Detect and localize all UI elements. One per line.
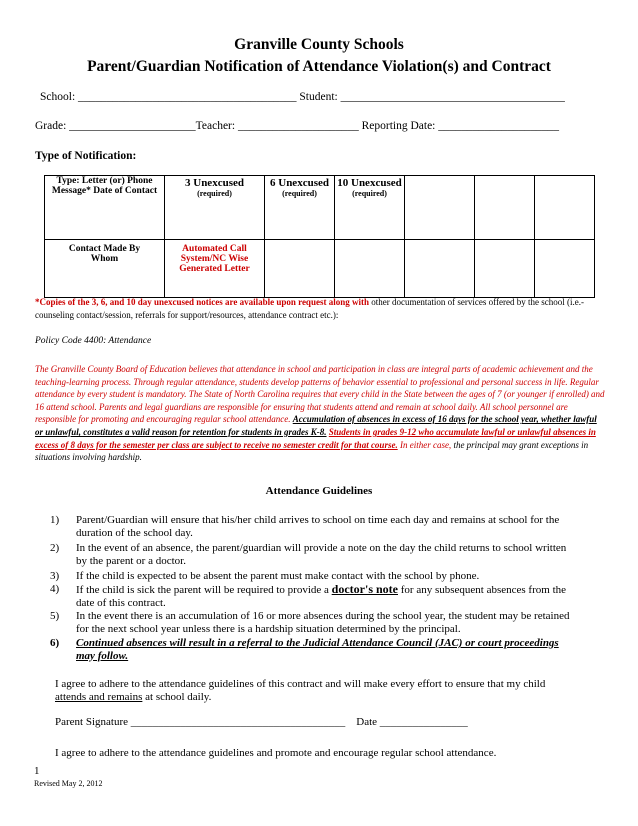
empty-cell[interactable] — [265, 240, 335, 298]
empty-cell[interactable] — [405, 240, 475, 298]
empty-cell[interactable] — [535, 240, 595, 298]
unexcused-3-title: 3 Unexcused — [185, 177, 244, 189]
guideline-number: 5) — [50, 610, 60, 622]
board-policy-text — [35, 363, 605, 464]
guideline-text-cont: may follow. — [76, 649, 129, 662]
board-statement: The Granville County Board of Education believes that attendance in school and participation in class are integral parts of academic achievement and the teaching-learning process. Through regular attendance, students develop patterns of behavior essential to professional and personal success in life. Regular attendance by every student is mandatory. The State of North Carolina requires that every child in the State between the ages of 7 (or younger if enrolled) and 16 attend school. Parents and legal guardians are responsible for ensuring that students attend and remain at school daily. All school personnel are responsible for promoting and encouraging regular school attendance. — [35, 364, 605, 425]
date-label: Date — [356, 716, 378, 728]
reporting-date-field[interactable]: _____________________ — [438, 120, 559, 132]
org-title: Granville County Schools — [234, 36, 404, 53]
grade-teacher-line — [35, 120, 608, 132]
reporting-date-label: Reporting Date: — [361, 120, 436, 132]
guideline-text-cont: date of this contract. — [76, 596, 166, 609]
guideline-text-cont: for the next school year unless there is a hardship situation determined by the principal. — [76, 622, 461, 635]
guideline-text: In the event there is an accumulation of 16 or more absences during the school year, the student may be retained — [76, 610, 570, 622]
guideline-item — [50, 514, 590, 540]
teacher-label: Teacher: — [195, 120, 236, 132]
required-note: (required) — [282, 189, 317, 198]
parent-signature-field[interactable]: _______________________________________ — [130, 716, 346, 728]
unexcused-3-cell[interactable] — [165, 176, 265, 240]
either-case: In either case, — [399, 439, 452, 450]
unexcused-6-cell[interactable] — [265, 176, 335, 240]
type-row-label: Type: Letter (or) Phone Message* Date of Contact — [45, 176, 165, 240]
guideline-text: Parent/Guardian will ensure that his/her child arrives to school on time each day and remains at school for the — [76, 514, 560, 526]
guideline-item — [50, 542, 590, 568]
date-field[interactable]: ________________ — [379, 716, 468, 728]
empty-cell[interactable] — [405, 176, 475, 240]
guideline-number: 2) — [50, 542, 60, 554]
guideline-item — [50, 637, 590, 663]
guidelines-heading: Attendance Guidelines — [265, 485, 373, 497]
unexcused-10-title: 10 Unexcused — [337, 177, 402, 189]
notification-heading: Type of Notification: — [35, 150, 137, 162]
attends-remains: attends and remains — [55, 691, 143, 703]
empty-cell[interactable] — [475, 176, 535, 240]
revision-date: Revised May 2, 2012 — [34, 779, 103, 788]
guideline-text: Continued absences will result in a referral to the Judicial Attendance Council (JAC) or court proceedings — [76, 637, 559, 649]
contact-row-label: Contact Made By Whom — [45, 240, 165, 298]
copies-note-detail: other documentation of services offered by the school (i.e.-counseling contact/session, referrals for support/resources, attendance contract etc.): — [35, 297, 584, 320]
guideline-number: 1) — [50, 514, 60, 526]
grade-field[interactable]: ______________________ — [69, 120, 196, 132]
copies-note-availability: are available upon request along with — [225, 297, 369, 307]
copies-note-lead: *Copies of the 3, 6, and 10 day unexcused notices — [35, 297, 223, 307]
guideline-text-cont: by the parent or a doctor. — [76, 554, 186, 567]
guideline-text-cont: duration of the school day. — [76, 526, 193, 539]
school-student-line — [40, 91, 608, 103]
credit-9-12: Students in grades 9-12 who accumulate lawful or unlawful absences in excess of 8 days for the semester per class are subject to receive no semester credit for that course. — [35, 426, 596, 450]
page-number: 1 — [34, 765, 40, 777]
required-note: (required) — [352, 189, 387, 198]
school-label: School: — [40, 91, 76, 103]
guideline-text — [76, 583, 590, 597]
empty-cell[interactable] — [535, 176, 595, 240]
unexcused-10-cell[interactable] — [335, 176, 405, 240]
guideline-item — [50, 570, 590, 584]
hardship-exception: the principal may grant exceptions in situations involving hardship. — [35, 439, 589, 463]
guideline-text: If the child is expected to be absent the parent must make contact with the school by phone. — [76, 570, 480, 582]
form-title: Parent/Guardian Notification of Attendance Violation(s) and Contract — [87, 58, 551, 75]
unexcused-6-title: 6 Unexcused — [270, 177, 329, 189]
grade-label: Grade: — [35, 120, 67, 132]
guideline-item — [50, 583, 590, 609]
empty-cell[interactable] — [475, 240, 535, 298]
teacher-field[interactable]: _____________________ — [237, 120, 359, 132]
contact-method: Automated Call System/NC Wise Generated Letter — [165, 240, 265, 298]
guideline-number: 4) — [50, 583, 60, 595]
doctors-note-emphasis: doctor's note — [331, 582, 398, 596]
guideline-text-start: If the child is sick the parent will be required to provide a — [76, 584, 329, 596]
policy-code: Policy Code 4400: Attendance — [35, 336, 152, 346]
guideline-number: 6) — [50, 637, 60, 649]
school-field[interactable]: ______________________________________ — [78, 91, 297, 103]
agreement-text: I agree to adhere to the attendance guidelines of this contract and will make every effort to ensure that my child — [55, 678, 546, 690]
guideline-text: In the event of an absence, the parent/guardian will provide a note on the day the child returns to school written — [76, 542, 567, 554]
parent-signature-line — [55, 716, 468, 728]
parent-signature-label: Parent Signature — [55, 716, 129, 728]
required-note: (required) — [197, 189, 232, 198]
retention-k8: Accumulation of absences in excess of 16 days for the school year, whether lawful or unlawful, constitutes a valid reason for retention for students in grades K-8. — [35, 414, 597, 437]
student-label: Student: — [299, 91, 338, 103]
guideline-number: 3) — [50, 570, 60, 582]
agreement-text-end: at school daily. — [145, 691, 212, 703]
copies-note — [35, 296, 605, 321]
empty-cell[interactable] — [335, 240, 405, 298]
student-field[interactable]: _______________________________________ — [340, 91, 565, 103]
notification-table — [44, 175, 595, 298]
agreement-staff: I agree to adhere to the attendance guidelines and promote and encourage regular school attendance. — [55, 747, 497, 759]
guideline-item — [50, 610, 590, 636]
guideline-text-end: for any subsequent absences from the — [400, 584, 567, 596]
agreement-parent — [55, 678, 605, 704]
